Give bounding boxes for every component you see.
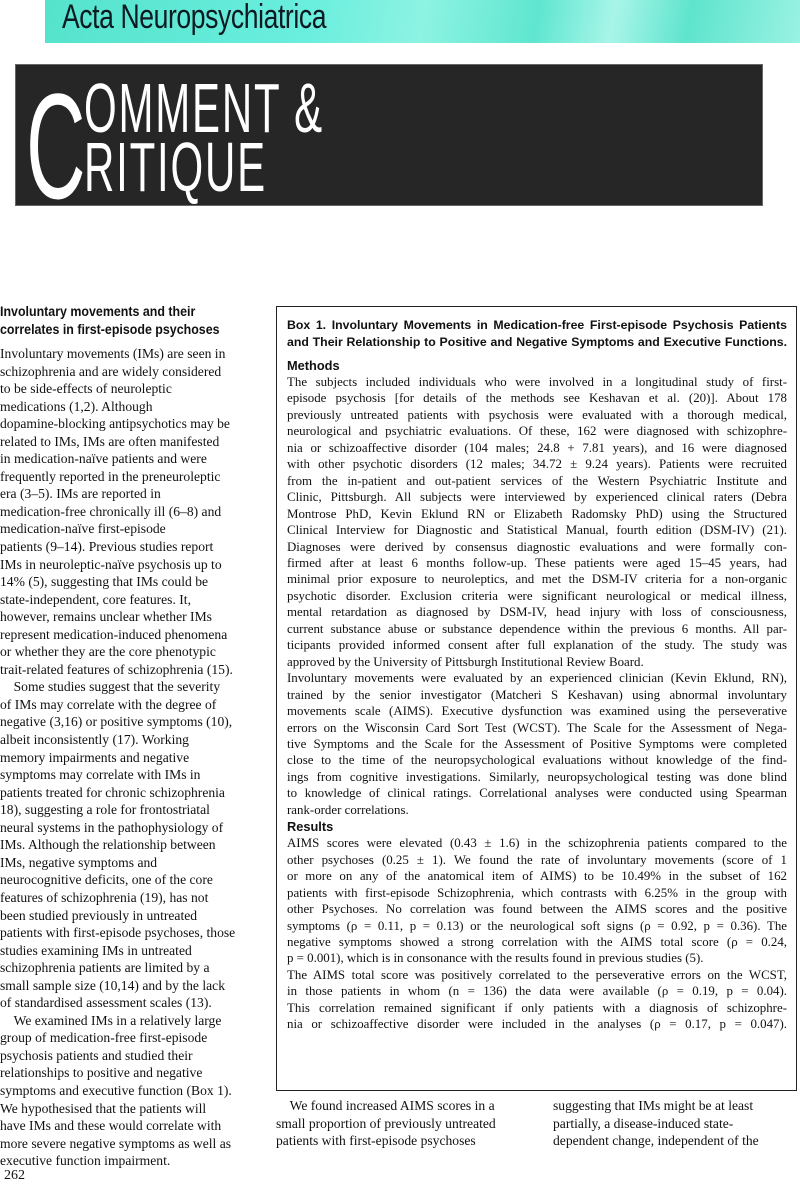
box-title-line: Box 1. Involuntary Movements in Medication-free First-episode Psychosis Patients <box>287 318 787 332</box>
text-line: features of schizophrenia (19), has not <box>0 889 209 905</box>
text-line: The AIMS total score was positively correlated to the perseverative errors on the WCST, <box>287 967 787 982</box>
text-line: episode psychosis [for details of the methods see Keshavan et al. (20)]. About 178 <box>287 391 787 406</box>
results-heading: Results <box>287 819 334 835</box>
text-line: represent medication-induced phenomena <box>0 626 228 642</box>
text-line: ticipants provided informed consent after full explanation of the study. The study was <box>287 638 787 653</box>
methods-heading: Methods <box>287 358 340 373</box>
article-body <box>0 345 262 1170</box>
text-line: negative (3,16) or positive symptoms (10), <box>0 714 233 730</box>
text-line: schizophrenia and are widely considered <box>0 363 222 379</box>
text-line: era (3–5). IMs are reported in <box>0 486 161 502</box>
box-title <box>287 317 787 351</box>
text-line: negative symptoms showed a strong correlation with the AIMS total score (ρ = 0.24, <box>287 934 787 949</box>
text-line: mental retardation as diagnosed by DSM-IV, head injury with loss of consciousness, <box>287 605 787 620</box>
text-line: related to IMs, IMs are often manifested <box>0 433 220 449</box>
text-line: schizophrenia patients are limited by a <box>0 960 210 976</box>
text-line: minimal prior exposure to neuroleptics, and met the DSM-IV criteria for a non-organic <box>287 572 787 587</box>
text-line: small sample size (10,14) and by the lack <box>0 977 225 993</box>
article-heading <box>0 303 241 339</box>
text-line: 14% (5), suggesting that IMs could be <box>0 574 209 590</box>
box-1 <box>276 306 797 1091</box>
page-number: 262 <box>4 1168 25 1183</box>
text-line: We examined IMs in a relatively large <box>0 1012 222 1028</box>
text-line: symptoms may correlate with IMs in <box>0 767 201 783</box>
text-line: relationships to positive and negative <box>0 1065 203 1081</box>
text-line: firmed after at least 6 months follow-up. These patients were aged 15–45 years, had <box>287 555 787 570</box>
text-line: AIMS scores were elevated (0.43 ± 1.6) in the schizophrenia patients compared to the <box>287 836 787 851</box>
text-line: current substance abuse or substance dependence within the previous 6 months. All par- <box>287 621 787 636</box>
text-line: nia or schizoaffective disorder were included in the analyses (ρ = 0.17, p = 0.047). <box>287 1017 787 1032</box>
article-heading-line: Involuntary movements and their <box>0 304 196 319</box>
section-banner-initial: C <box>26 62 86 230</box>
text-line: other Psychoses. No correlation was found between the AIMS scores and the positive <box>287 902 787 917</box>
text-line: Involuntary movements were evaluated by an experienced clinician (Kevin Eklund, RN), <box>287 671 787 686</box>
text-line: memory impairments and negative <box>0 749 190 765</box>
text-line: ings from cognitive investigations. Similarly, neuropsychological testing was done blind <box>287 769 787 784</box>
text-line: state-independent, core features. It, <box>0 591 191 607</box>
text-line: to be side-effects of neuroleptic <box>0 381 172 397</box>
text-line: medication-free chronically ill (6–8) and <box>0 503 222 519</box>
text-line: medication-naïve first-episode <box>0 521 166 537</box>
text-line: patients (9–14). Previous studies report <box>0 539 214 555</box>
section-banner-line1: OMMENT & <box>84 69 324 147</box>
text-line: Clinical Interview for Diagnostic and Statistical Manual, fourth edition (DSM-IV) (21). <box>287 523 787 538</box>
text-line: nia or schizoaffective disorder (104 males; 24.8 + 7.81 years), and 16 were diagnosed <box>287 440 787 455</box>
text-line: IMs. Although the relationship between <box>0 837 216 853</box>
text-line: patients treated for chronic schizophrenia <box>0 784 225 800</box>
text-line: approved by the University of Pittsburgh Institutional Review Board. <box>287 654 644 669</box>
text-line: Diagnoses were derived by consensus diagnostic evaluations and were formally con- <box>287 539 787 554</box>
journal-title: Acta Neuropsychiatrica <box>62 0 327 36</box>
text-line: studies examining IMs in untreated <box>0 942 192 958</box>
bottom-column-left <box>276 1097 526 1150</box>
text-line: Involuntary movements (IMs) are seen in <box>0 346 226 361</box>
text-line: patients with first-episode psychoses, those <box>0 925 236 941</box>
text-line: more severe negative symptoms as well as <box>0 1135 232 1151</box>
bottom-column-right <box>553 1097 793 1150</box>
text-line: other psychoses (0.25 ± 1). We found the rate of involuntary movements (score of 1 <box>287 852 787 867</box>
text-line: close to the time of the neuropsychological evaluations without knowledge of the find- <box>287 753 787 768</box>
text-line: 18), suggesting a role for frontostriatal <box>0 802 210 818</box>
text-line: Clinic, Pittsburgh. All subjects were interviewed by experienced clinical raters (Debra <box>287 490 787 505</box>
text-line: errors on the Wisconsin Card Sort Test (WCST). The Scale for the Assessment of Nega- <box>287 720 787 735</box>
text-line: trait-related features of schizophrenia (15). <box>0 661 233 677</box>
text-line: however, remains unclear whether IMs <box>0 609 212 625</box>
text-line: We hypothesised that the patients will <box>0 1100 207 1116</box>
text-line: Montrose PhD, Kevin Eklund RN or Elizabeth Radomsky PhD) using the Structured <box>287 506 787 521</box>
text-line: rank-order correlations. <box>287 802 409 817</box>
text-line: p = 0.001), which is in consonance with the results found in previous studies (5). <box>287 951 704 966</box>
section-banner-line2: RITIQUE <box>84 128 267 206</box>
section-banner <box>15 62 763 230</box>
text-line: executive function impairment. <box>0 1153 171 1169</box>
text-line: have IMs and these would correlate with <box>0 1118 222 1134</box>
text-line: previously untreated patients with psychosis were evaluated with a thorough medical, <box>287 407 787 422</box>
text-line: medications (1,2). Although <box>0 398 153 414</box>
text-line: or whether they are the core phenotypic <box>0 644 216 660</box>
text-line: of IMs may correlate with the degree of <box>0 696 217 712</box>
text-line: dopamine-blocking antipsychotics may be <box>0 416 230 432</box>
text-line: movements scale (AIMS). Executive dysfunction was examined using the perseverative <box>287 704 787 719</box>
text-line: neurocognitive deficits, one of the core <box>0 872 213 888</box>
text-line: symptoms (ρ = 0.11, p = 0.13) or the neurological soft signs (ρ = 0.92, p = 0.36). The <box>287 918 787 933</box>
text-line: group of medication-free first-episode <box>0 1030 208 1046</box>
text-line: This correlation remained significant if only patients with a diagnosis of schizophre- <box>287 1000 787 1015</box>
methods-text <box>287 374 787 818</box>
text-line: frequently reported in the preneuroleptic <box>0 468 221 484</box>
text-line: trained by the senior investigator (Matcheri S Keshavan) using abnormal involuntary <box>287 687 787 702</box>
text-line: psychotic disorder. Exclusion criteria were significant neurological or medical illness, <box>287 588 787 603</box>
text-line: neurological and psychiatric evaluations. Of these, 162 were diagnosed with schizophre- <box>287 424 787 439</box>
text-line: albeit inconsistently (17). Working <box>0 732 189 748</box>
text-line: in those patients in whom (n = 136) the data were available (ρ = 0.19, p = 0.04). <box>287 984 787 999</box>
text-line: patients with first-episode psychoses <box>276 1133 476 1149</box>
text-line: We found increased AIMS scores in a <box>276 1098 495 1113</box>
text-line: patients with first-episode Schizophrenia, which contrasts with 6.25% in the group with <box>287 885 787 900</box>
text-line: or more on any of the anatomical item of AIMS) to be 10.49% in the subset of 162 <box>287 869 787 884</box>
text-line: from the in-patient and out-patient services of the Western Psychiatric Institute and <box>287 473 787 488</box>
text-line: Some studies suggest that the severity <box>0 679 221 695</box>
article-heading-line: correlates in first-episode psychoses <box>0 322 220 337</box>
text-line: tive Symptoms and the Scale for the Assessment of Positive Symptoms were completed <box>287 736 787 751</box>
text-line: to knowledge of clinical ratings. Correlational analyses were conducted using Spearman <box>287 786 787 801</box>
box-title-line: and Their Relationship to Positive and Negative Symptoms and Executive Functions. <box>287 335 787 349</box>
text-line: of standardised assessment scales (13). <box>0 995 212 1011</box>
text-line: suggesting that IMs might be at least <box>553 1098 754 1113</box>
text-line: with other psychotic disorders (12 males; 34.72 ± 9.24 years). Patients were recruited <box>287 457 787 472</box>
text-line: partially, a disease-induced state- <box>553 1115 734 1131</box>
text-line: been studied previously in untreated <box>0 907 198 923</box>
text-line: dependent change, independent of the <box>553 1133 759 1149</box>
text-line: symptoms and executive function (Box 1). <box>0 1082 232 1098</box>
text-line: in medication-naïve patients and were <box>0 451 207 467</box>
text-line: IMs in neuroleptic-naïve psychosis up to <box>0 556 222 572</box>
text-line: IMs, negative symptoms and <box>0 854 158 870</box>
journal-banner <box>45 0 800 43</box>
text-line: The subjects included individuals who were involved in a longitudinal study of first- <box>287 375 787 389</box>
text-line: small proportion of previously untreated <box>276 1115 496 1131</box>
text-line: psychosis patients and studied their <box>0 1047 193 1063</box>
text-line: neural systems in the pathophysiology of <box>0 819 224 835</box>
left-column <box>0 303 262 1170</box>
results-text <box>287 835 787 1032</box>
